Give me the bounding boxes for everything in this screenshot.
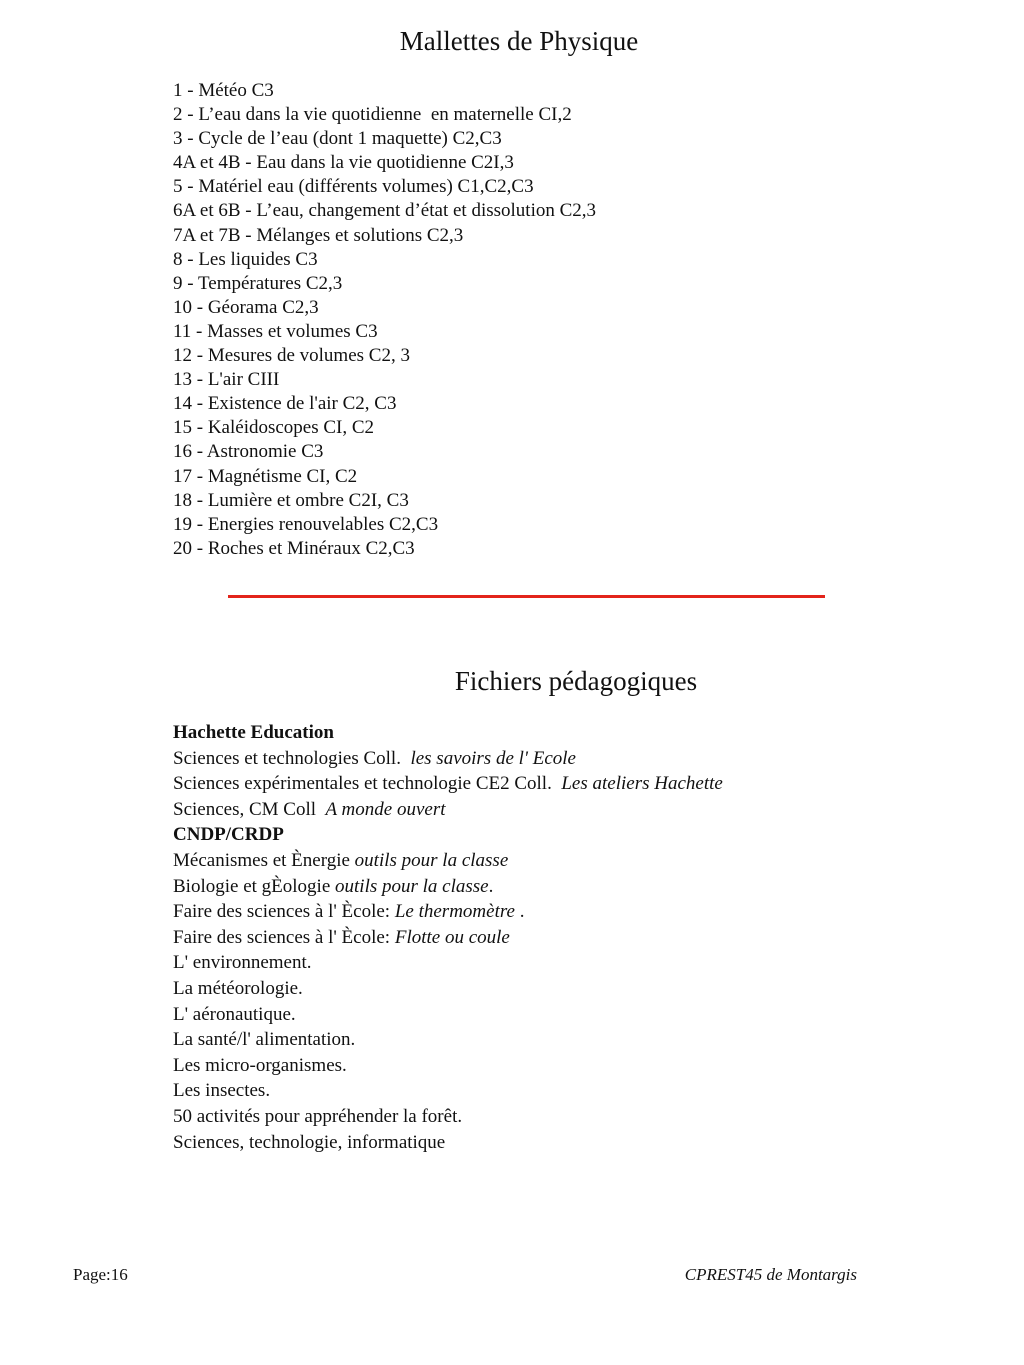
list-item: 8 - Les liquides C3 bbox=[173, 248, 318, 270]
list-item bbox=[173, 976, 723, 1002]
list-item bbox=[173, 1002, 723, 1028]
publisher-heading bbox=[173, 822, 723, 848]
mallettes-list bbox=[173, 79, 596, 561]
line-text: Mécanismes et Ènergie bbox=[173, 849, 355, 871]
line-text: L' environnement. bbox=[173, 952, 312, 974]
footer-organization: CPREST45 de Montargis bbox=[684, 1265, 857, 1284]
list-item: 19 - Energies renouvelables C2,C3 bbox=[173, 513, 439, 535]
list-item: 1 - Météo C3 bbox=[173, 80, 274, 101]
list-item bbox=[173, 848, 723, 874]
list-item bbox=[173, 1053, 723, 1079]
line-italic: outils pour la classe bbox=[335, 875, 489, 897]
list-item bbox=[173, 746, 723, 772]
list-item bbox=[173, 925, 723, 951]
line-text: CNDP/CRDP bbox=[173, 824, 284, 846]
publisher-heading bbox=[173, 720, 723, 746]
list-item bbox=[173, 1078, 723, 1104]
line-text: Sciences expérimentales et technologie CE2 Coll. bbox=[173, 773, 562, 795]
line-suffix: . bbox=[514, 901, 525, 923]
line-text: La météorologie. bbox=[173, 977, 303, 999]
line-italic: A monde ouvert bbox=[325, 798, 446, 820]
section-divider bbox=[228, 595, 825, 598]
list-item bbox=[173, 797, 723, 823]
line-italic: Le thermomètre bbox=[394, 901, 515, 923]
list-item: 7A et 7B - Mélanges et solutions C2,3 bbox=[173, 224, 464, 246]
page-number: Page:16 bbox=[73, 1265, 128, 1284]
list-item: 2 - L’eau dans la vie quotidienne en maternelle CI,2 bbox=[173, 104, 572, 126]
list-item: 14 - Existence de l'air C2, C3 bbox=[173, 393, 397, 415]
list-item: 5 - Matériel eau (différents volumes) C1,C2,C3 bbox=[173, 176, 534, 198]
line-text: Sciences, CM Coll bbox=[173, 798, 326, 820]
section-title-fichiers: Fichiers pédagogiques bbox=[454, 666, 698, 696]
line-text: Sciences, technologie, informatique bbox=[173, 1131, 446, 1153]
list-item bbox=[173, 1130, 723, 1156]
line-text: L' aéronautique. bbox=[173, 1003, 296, 1025]
list-item bbox=[173, 950, 723, 976]
list-item: 12 - Mesures de volumes C2, 3 bbox=[173, 345, 410, 367]
section-title-mallettes: Mallettes de Physique bbox=[399, 26, 639, 56]
line-italic: outils pour la classe bbox=[354, 849, 509, 871]
fichiers-list bbox=[173, 720, 723, 1155]
list-item: 16 - Astronomie C3 bbox=[173, 441, 324, 463]
list-item: 10 - Géorama C2,3 bbox=[173, 296, 319, 318]
line-text: 50 activités pour appréhender la forêt. bbox=[173, 1105, 463, 1127]
line-text: Sciences et technologies Coll. bbox=[173, 747, 411, 769]
list-item bbox=[173, 899, 723, 925]
line-text: Faire des sciences à l' Ècole: bbox=[173, 926, 395, 948]
line-italic: Flotte ou coule bbox=[394, 926, 510, 948]
list-item: 15 - Kaléidoscopes CI, C2 bbox=[173, 417, 375, 439]
list-item: 17 - Magnétisme CI, C2 bbox=[173, 465, 358, 487]
list-item: 20 - Roches et Minéraux C2,C3 bbox=[173, 537, 415, 559]
list-item bbox=[173, 1104, 723, 1130]
line-text: Biologie et gÈologie bbox=[173, 875, 336, 897]
line-text: Faire des sciences à l' Ècole: bbox=[173, 901, 395, 923]
list-item: 4A et 4B - Eau dans la vie quotidienne C2I,3 bbox=[173, 152, 514, 174]
list-item bbox=[173, 874, 723, 900]
line-suffix: . bbox=[488, 875, 494, 897]
list-item: 13 - L'air CIII bbox=[173, 369, 280, 391]
list-item: 9 - Températures C2,3 bbox=[173, 272, 343, 294]
list-item bbox=[173, 1027, 723, 1053]
line-text: Les insectes. bbox=[173, 1080, 271, 1102]
line-text: La santé/l' alimentation. bbox=[173, 1029, 356, 1051]
list-item bbox=[173, 771, 723, 797]
list-item: 18 - Lumière et ombre C2I, C3 bbox=[173, 489, 409, 511]
line-italic: Les ateliers Hachette bbox=[561, 773, 723, 795]
line-italic: les savoirs de l' Ecole bbox=[410, 747, 576, 769]
line-text: Les micro-organismes. bbox=[173, 1054, 347, 1076]
line-text: Hachette Education bbox=[173, 722, 334, 743]
list-item: 3 - Cycle de l’eau (dont 1 maquette) C2,C3 bbox=[173, 128, 502, 150]
list-item: 11 - Masses et volumes C3 bbox=[173, 320, 378, 342]
list-item: 6A et 6B - L’eau, changement d’état et dissolution C2,3 bbox=[173, 200, 597, 222]
